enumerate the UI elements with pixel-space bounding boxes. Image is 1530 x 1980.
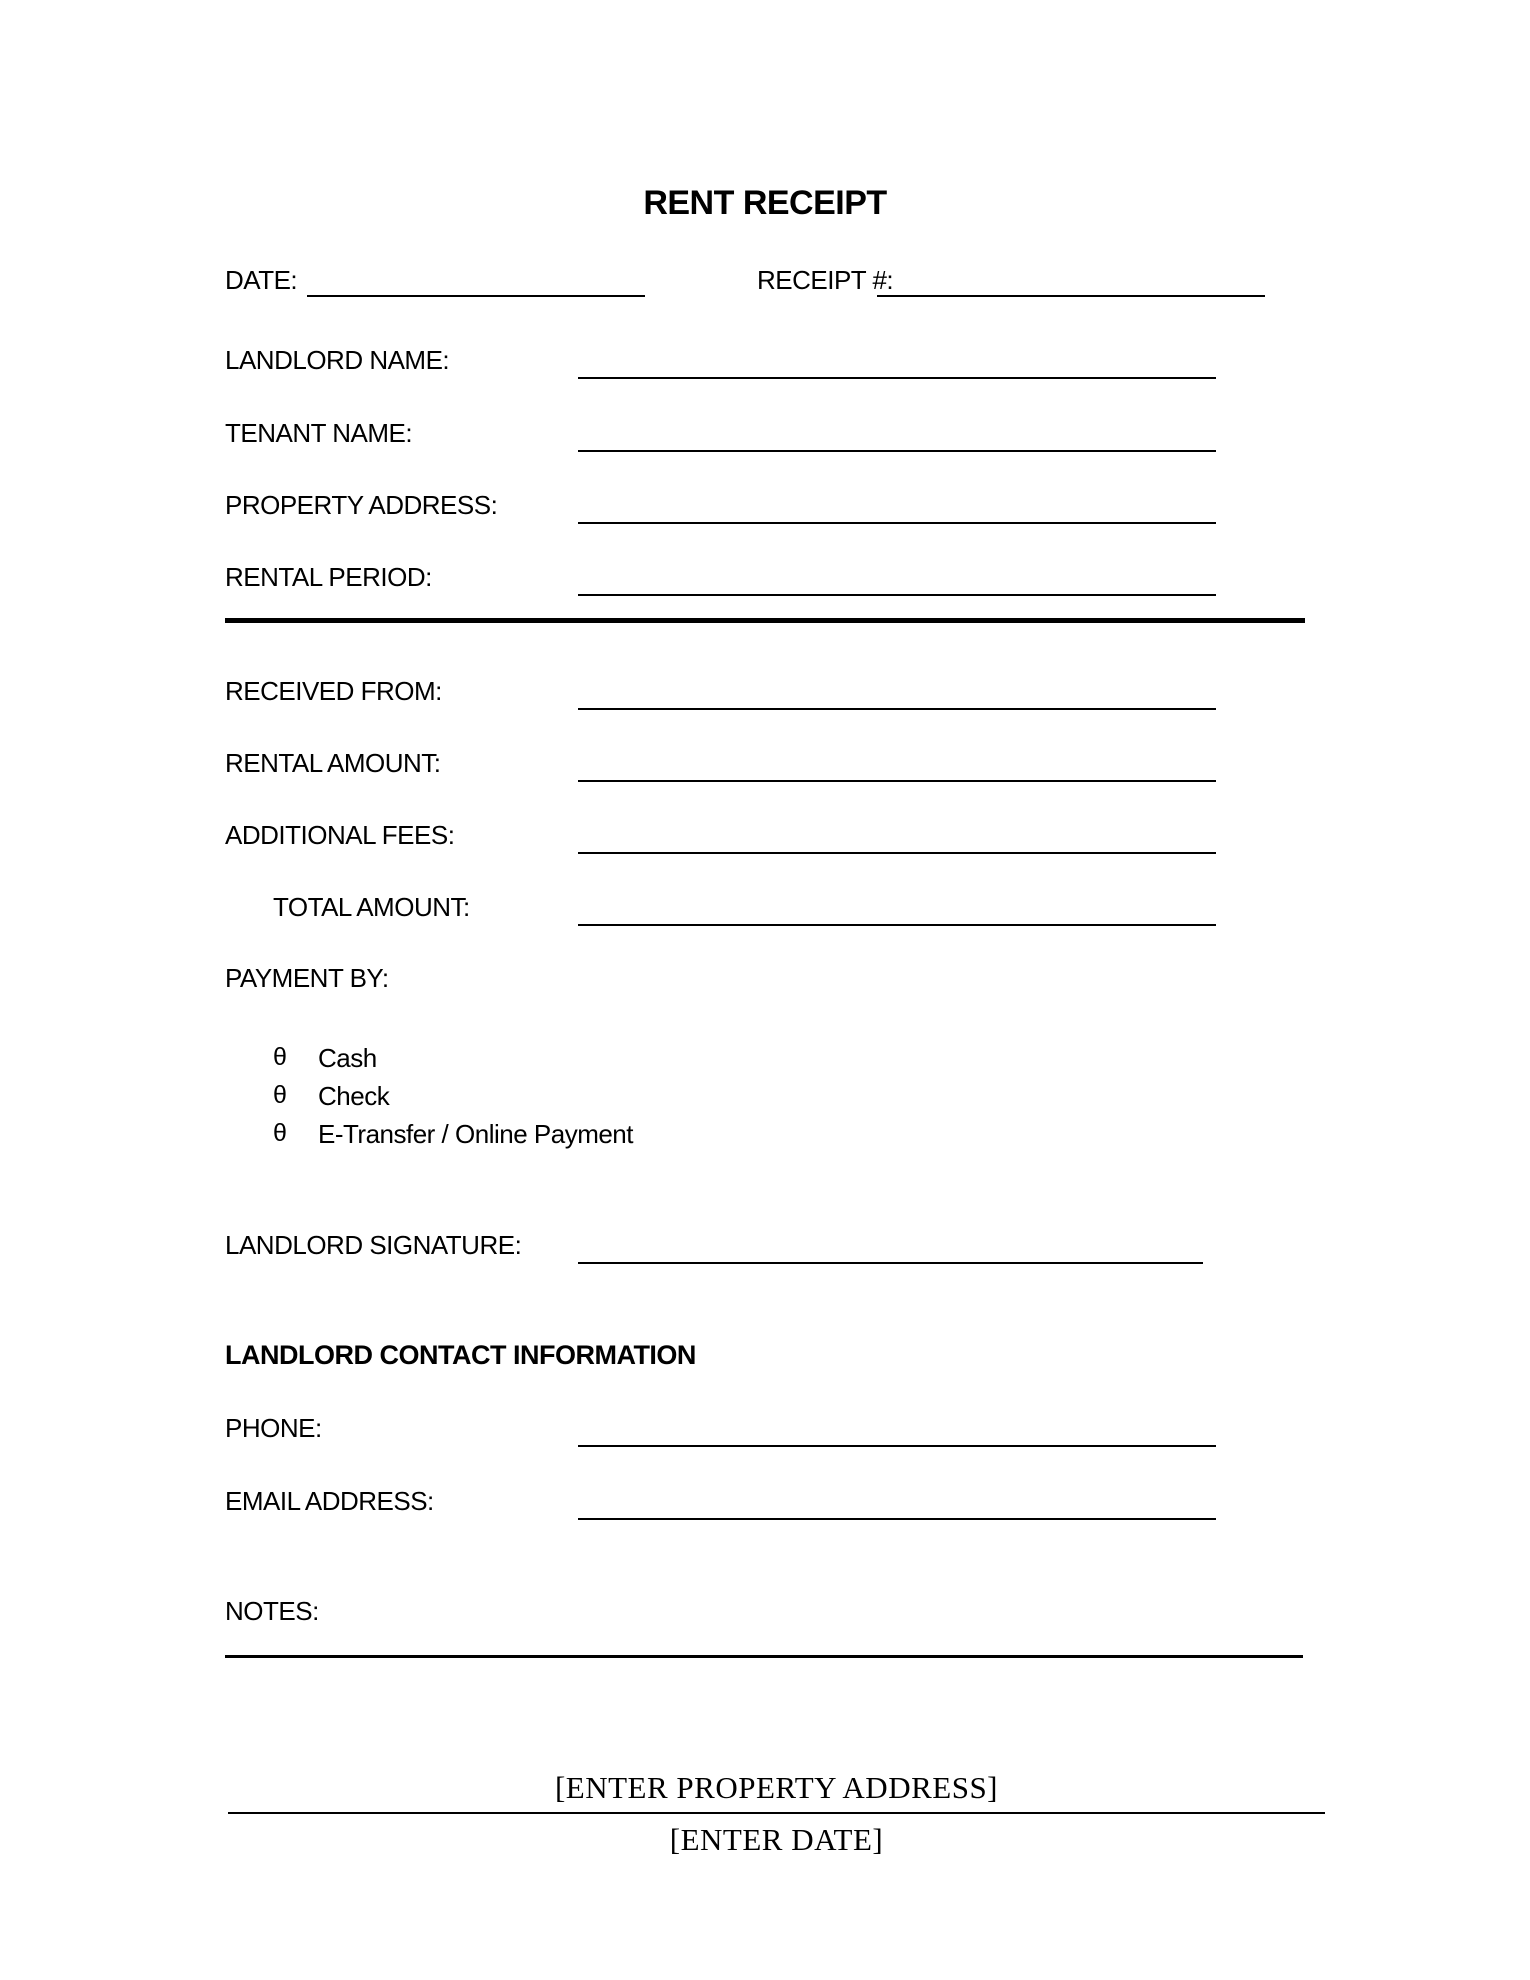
property-address-blank[interactable] (578, 522, 1216, 524)
receipt-number-label: RECEIPT #: (757, 265, 894, 295)
rental-amount-blank[interactable] (578, 780, 1216, 782)
phone-blank[interactable] (578, 1445, 1216, 1447)
property-address-label: PROPERTY ADDRESS: (225, 490, 498, 520)
landlord-signature-label: LANDLORD SIGNATURE: (225, 1230, 522, 1260)
additional-fees-label: ADDITIONAL FEES: (225, 820, 455, 850)
email-address-blank[interactable] (578, 1518, 1216, 1520)
date-blank[interactable] (307, 295, 645, 297)
notes-blank[interactable] (225, 1655, 1303, 1658)
landlord-signature-blank[interactable] (578, 1262, 1203, 1264)
rental-period-label: RENTAL PERIOD: (225, 562, 432, 592)
footer-date-placeholder: [ENTER DATE] (669, 1822, 884, 1857)
rental-period-blank[interactable] (578, 594, 1216, 596)
total-amount-blank[interactable] (578, 924, 1216, 926)
footer-property-address-placeholder: [ENTER PROPERTY ADDRESS] (554, 1770, 999, 1805)
received-from-label: RECEIVED FROM: (225, 676, 442, 706)
tenant-name-label: TENANT NAME: (225, 418, 413, 448)
total-amount-label: TOTAL AMOUNT: (273, 892, 470, 922)
section-divider (225, 618, 1305, 623)
received-from-blank[interactable] (578, 708, 1216, 710)
payment-option-check: Check (318, 1081, 390, 1111)
contact-information-heading: LANDLORD CONTACT INFORMATION (225, 1340, 696, 1370)
landlord-name-label: LANDLORD NAME: (225, 345, 450, 375)
date-label: DATE: (225, 265, 298, 295)
tenant-name-blank[interactable] (578, 450, 1216, 452)
payment-by-label: PAYMENT BY: (225, 963, 389, 993)
checkbox-icon[interactable]: θ (273, 1081, 287, 1109)
checkbox-icon[interactable]: θ (273, 1043, 287, 1071)
phone-label: PHONE: (225, 1413, 322, 1443)
footer-divider (228, 1812, 1325, 1814)
page-title: RENT RECEIPT (643, 184, 887, 222)
payment-option-cash: Cash (318, 1043, 377, 1073)
checkbox-icon[interactable]: θ (273, 1119, 287, 1147)
additional-fees-blank[interactable] (578, 852, 1216, 854)
rental-amount-label: RENTAL AMOUNT: (225, 748, 441, 778)
notes-label: NOTES: (225, 1596, 319, 1626)
landlord-name-blank[interactable] (578, 377, 1216, 379)
payment-option-etransfer: E-Transfer / Online Payment (318, 1119, 633, 1149)
receipt-number-blank[interactable] (877, 295, 1265, 297)
email-address-label: EMAIL ADDRESS: (225, 1486, 434, 1516)
